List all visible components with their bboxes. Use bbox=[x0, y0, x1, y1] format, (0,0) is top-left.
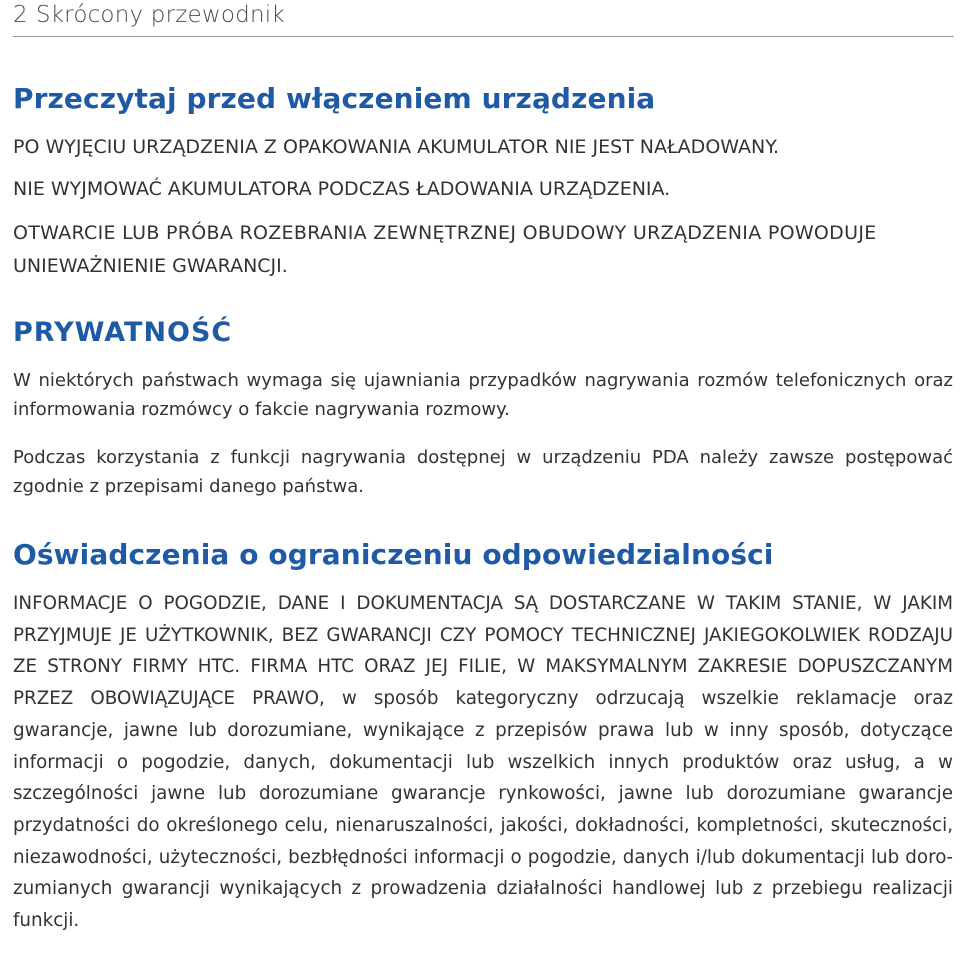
heading-privacy: PRYWATNOŚĆ bbox=[13, 317, 233, 348]
header-divider bbox=[13, 36, 954, 37]
battery-not-charged-notice: PO WYJĘCIU URZĄDZENIA Z OPAKOWANIA AKUMULATOR NIE JEST NAŁADOWANY. bbox=[13, 136, 780, 158]
battery-removal-warning: NIE WYJMOWAĆ AKUMULATORA PODCZAS ŁADOWANIA URZĄDZENIA. bbox=[13, 178, 671, 200]
disclaimer-body: INFORMACJE O POGODZIE, DANE I DOKUMENTACJA SĄ DOSTARCZANE W TAKIM STANIE, W JAKIM PRZYJMUJE JE UŻYTKOWNIK, BEZ GWARANCJI CZY POMOCY TECHNICZNEJ JAKIEGOKOLWIEK RODZAJU ZE STRONY FIRMY HTC. FIRMA HTC ORAZ JEJ FILIE, W MAKSYMALNYM ZAKRESIE DOPUSZCZANYM PRZEZ OBOWIĄZUJĄCE PRAWO, w sposób kategoryczny odrzucają wszelkie reklamacje oraz gwarancje, jawne lub dorozumiane, wynikające z przepisów prawa lub w inny sposób, dotyczące informacji o pogodzie, danych, dokumentacji lub wszelkich innych produktów oraz usług, a w szczególności jawne lub dorozumiane gwarancje rynkowości, jawne lub dorozumiane gwarancje przydatności do określonego celu, nienaruszalności, jakości, dokładności, kompletności, skuteczności, niezawodności, użyteczności, bezbłędności informacji o pogodzie, danych i/lub dokumentacji lub dorozumianych gwarancji wynikających z prowadzenia działalności handlowej lub z przebiegu realizacji funkcji. bbox=[13, 593, 953, 932]
privacy-paragraph-legal-compliance: Podczas korzystania z funkcji nagrywania dostępnej w urządzeniu PDA należy zawsze postępować zgodnie z przepisami danego państwa. bbox=[13, 447, 953, 497]
heading-disclaimer: Oświadczenia o ograniczeniu odpowiedzialności bbox=[13, 538, 774, 571]
warranty-void-notice-line-2: UNIEWAŻNIENIE GWARANCJI. bbox=[13, 255, 288, 277]
page-number: 2 bbox=[13, 2, 28, 28]
chapter-title: Skrócony przewodnik bbox=[35, 2, 285, 28]
running-header bbox=[13, 2, 285, 28]
heading-read-before-use: Przeczytaj przed włączeniem urządzenia bbox=[13, 82, 656, 115]
warranty-void-notice-line-1: OTWARCIE LUB PRÓBA ROZEBRANIA ZEWNĘTRZNEJ OBUDOWY URZĄDZENIA POWODUJE bbox=[13, 222, 877, 244]
privacy-paragraph-recording-disclosure: W niektórych państwach wymaga się ujawniania przypadków nagrywania rozmów telefonicznych oraz informowania rozmówcy o fakcie nagrywania rozmowy. bbox=[13, 370, 953, 420]
